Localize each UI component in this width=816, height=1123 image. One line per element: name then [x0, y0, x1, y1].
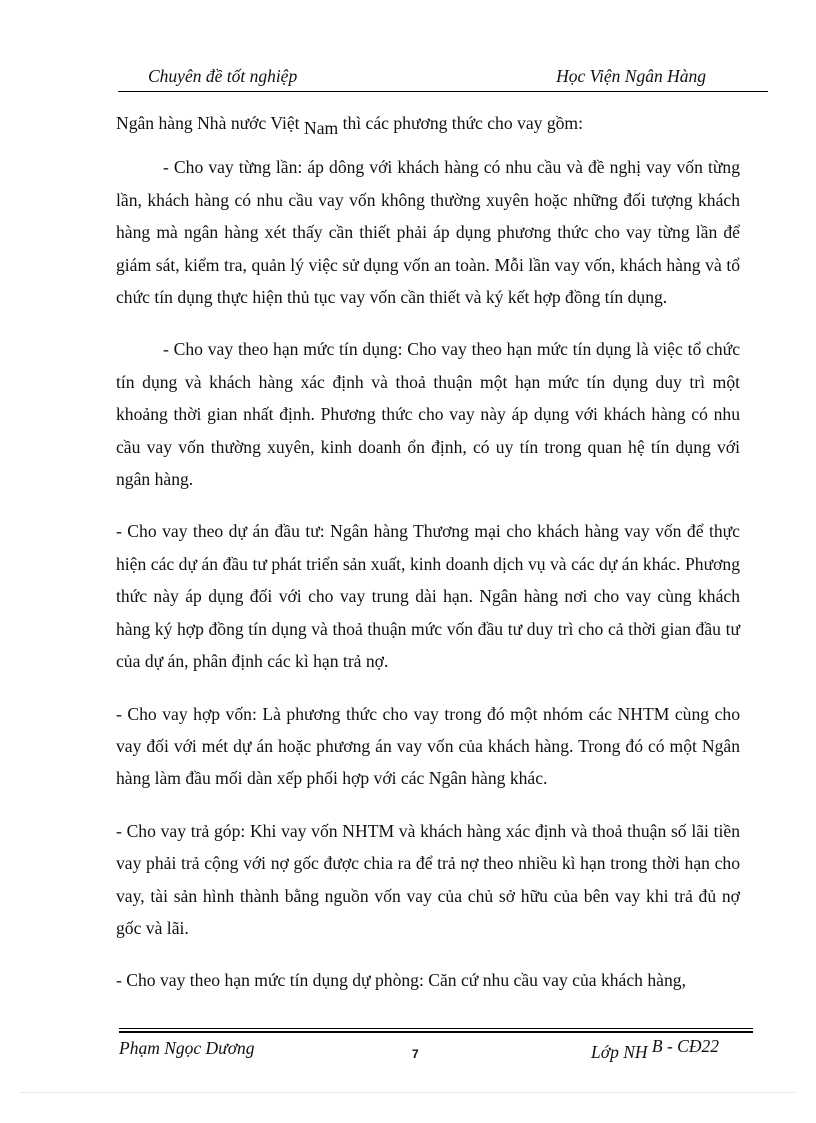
intro-sub: Nam	[303, 118, 339, 138]
intro-start: Ngân hàng Nhà nước Việt	[116, 113, 304, 133]
footer-class	[591, 1036, 719, 1062]
footer-rule-thin	[119, 1028, 753, 1029]
paragraph-du-an-dau-tu: - Cho vay theo dự án đầu tư: Ngân hàng Thương mại cho khách hàng vay vốn để thực hiện các dự án đầu tư phát triển sản xuất, kinh doanh dịch vụ và các dự án khác. Phương thức này áp dụng đối với cho vay trung dài hạn. Ngân hàng nơi cho vay cùng khách hàng ký hợp đồng tín dụng và thoả thuận mức vốn đầu tư duy trì cho cả thời gian đầu tư của dự án, phân định các kì hạn trả nợ.	[116, 521, 740, 672]
paragraph-han-muc-tin-dung: - Cho vay theo hạn mức tín dụng: Cho vay theo hạn mức tín dụng là việc tổ chức tín dụng và khách hàng xác định và thoả thuận một hạn mức tín dụng duy trì một khoảng thời gian nhất định. Phương thức cho vay này áp dụng với khách hàng có nhu cầu vay vốn thường xuyên, kinh doanh ổn định, có uy tín trong quan hệ tín dụng với ngân hàng.	[116, 339, 740, 490]
page-bottom-edge	[20, 1092, 796, 1093]
intro-end: thì các phương thức cho vay gồm:	[338, 113, 584, 133]
page-header	[118, 64, 768, 92]
document-body	[116, 107, 740, 1017]
footer-rule-thick	[119, 1031, 753, 1033]
page-number: 7	[412, 1047, 419, 1061]
paragraph-cho-vay-tung-lan: - Cho vay từng lần: áp dông với khách hàng có nhu cầu và đề nghị vay vốn từng lần, khách hàng có nhu cầu vay vốn không thường xuyên hoặc những đối tượng khách hàng mà ngân hàng xét thấy cần thiết phải áp dụng phương thức cho vay từng lần để giám sát, kiểm tra, quản lý việc sử dụng vốn an toàn. Mỗi lần vay vốn, khách hàng và tổ chức tín dụng thực hiện thủ tục vay vốn cần thiết và ký kết hợp đồng tín dụng.	[116, 157, 740, 308]
footer-class-suffix: B - CĐ22	[647, 1036, 719, 1056]
intro-line	[116, 107, 740, 139]
paragraph-du-phong: - Cho vay theo hạn mức tín dụng dự phòng: Căn cứ nhu cầu vay của khách hàng,	[116, 970, 686, 991]
header-rule	[118, 91, 768, 92]
header-left-title: Chuyên đề tốt nghiệp	[148, 66, 298, 86]
paragraph-tra-gop: - Cho vay trả góp: Khi vay vốn NHTM và khách hàng xác định và thoả thuận số lãi tiền vay phải trả cộng với nợ gốc được chia ra để trả nợ theo nhiều kì hạn trong thời hạn cho vay, tài sản hình thành bằng nguồn vốn vay của chủ sở hữu của bên vay khi trả đủ nợ gốc và lãi.	[116, 820, 740, 938]
footer-author: Phạm Ngọc Dương	[119, 1038, 255, 1058]
footer-class-prefix: Lớp NH	[591, 1042, 648, 1062]
header-right-title: Học Viện Ngân Hàng	[556, 66, 706, 86]
paragraph-hop-von: - Cho vay hợp vốn: Là phương thức cho vay trong đó một nhóm các NHTM cùng cho vay đối với mét dự án hoặc phương án vay vốn của khách hàng. Trong đó có một Ngân hàng làm đầu mối dàn xếp phối hợp với các Ngân hàng khác.	[116, 703, 740, 789]
